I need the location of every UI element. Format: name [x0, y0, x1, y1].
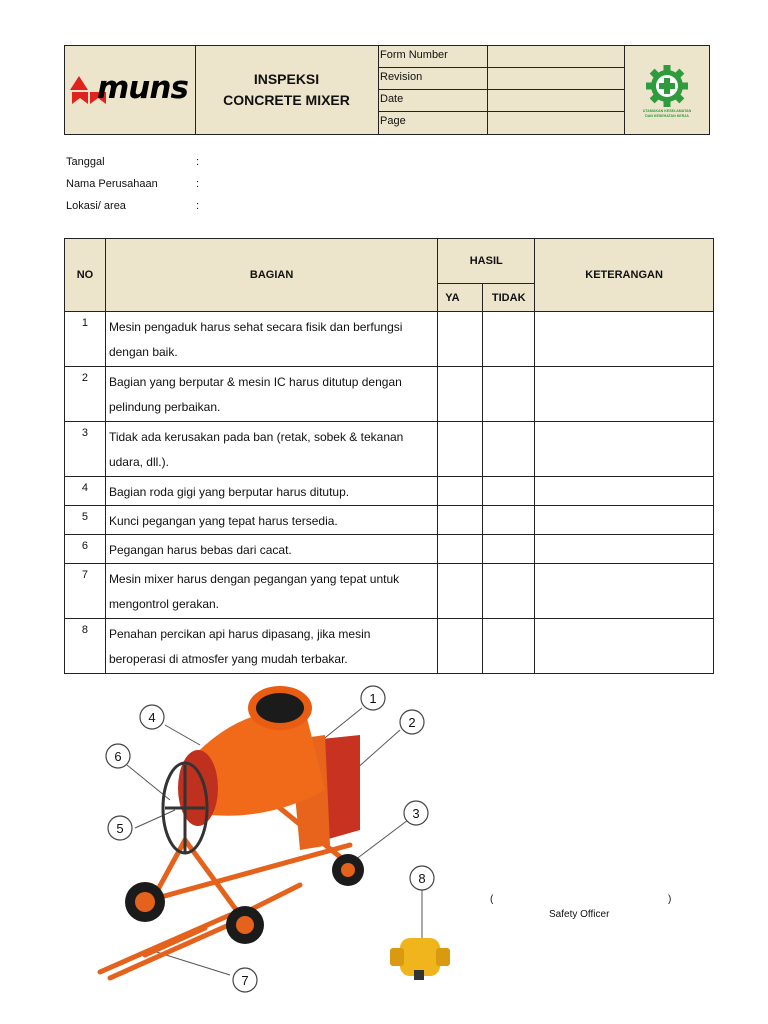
info-lokasi — [66, 200, 200, 212]
ya-cell[interactable] — [438, 564, 483, 619]
k3-safety-badge — [625, 46, 710, 134]
svg-text:4: 4 — [148, 710, 156, 725]
desc-line-1: Mesin mixer harus dengan pegangan yang tepat untuk — [108, 572, 400, 586]
k3-gear-cross-icon — [625, 46, 710, 134]
col-header-tidak: TIDAK — [483, 284, 535, 312]
meta-label: Form Number — [378, 46, 488, 67]
info-colon: : — [196, 156, 200, 168]
info-colon: : — [196, 178, 200, 190]
row-number: 1 — [65, 312, 106, 367]
form-meta-table — [378, 46, 625, 134]
callout-1 — [361, 686, 385, 710]
tidak-cell[interactable] — [483, 506, 535, 535]
desc-line-2: mengontrol gerakan. — [108, 597, 220, 611]
ya-cell[interactable] — [438, 506, 483, 535]
row-number: 6 — [65, 535, 106, 564]
table-row — [65, 312, 714, 367]
ya-cell[interactable] — [438, 477, 483, 506]
title-line-1: INSPEKSI — [253, 71, 320, 87]
row-number: 5 — [65, 506, 106, 535]
row-number: 3 — [65, 422, 106, 477]
row-description: Bagian roda gigi yang berputar harus ditutup. — [105, 477, 437, 506]
inspection-checklist-table — [64, 238, 714, 674]
info-label: Nama Perusahaan — [66, 178, 158, 190]
meta-row-form-number — [378, 46, 625, 68]
callout-4 — [140, 705, 164, 729]
callout-5 — [108, 816, 132, 840]
table-row — [65, 619, 714, 674]
form-header — [64, 45, 710, 135]
table-row — [65, 422, 714, 477]
svg-text:1: 1 — [369, 691, 377, 706]
row-description: Pegangan harus bebas dari cacat. — [105, 535, 437, 564]
keterangan-cell[interactable] — [535, 619, 714, 674]
spark-arrestor — [390, 938, 450, 980]
tidak-cell[interactable] — [483, 422, 535, 477]
ya-cell[interactable] — [438, 619, 483, 674]
col-header-ya: YA — [438, 284, 483, 312]
svg-text:5: 5 — [116, 821, 124, 836]
callout-7 — [233, 968, 257, 992]
desc-line-2: pelindung perbaikan. — [108, 400, 221, 414]
keterangan-cell[interactable] — [535, 312, 714, 367]
desc-line-1: Bagian yang berputar & mesin IC harus ditutup dengan — [108, 375, 402, 389]
svg-text:8: 8 — [418, 871, 426, 886]
handwheel — [163, 763, 207, 853]
ya-cell[interactable] — [438, 312, 483, 367]
signature-role: Safety Officer — [549, 909, 610, 920]
signature-close-paren: ) — [668, 894, 672, 905]
tidak-cell[interactable] — [483, 535, 535, 564]
info-tanggal — [66, 156, 200, 168]
info-nama-perusahaan — [66, 178, 200, 190]
desc-line-1: Mesin pengaduk harus sehat secara fisik dan berfungsi — [108, 320, 403, 334]
wheel — [226, 906, 264, 944]
meta-label: Page — [378, 112, 488, 134]
info-colon: : — [196, 200, 200, 212]
badge-text-2: DAN KESEHATAN KERJA — [645, 114, 689, 118]
wheel — [332, 854, 364, 886]
table-row — [65, 477, 714, 506]
table-row — [65, 506, 714, 535]
col-header-hasil: HASIL — [438, 239, 535, 284]
title-line-2: CONCRETE MIXER — [223, 92, 350, 108]
desc-line-2: udara, dll.). — [108, 455, 169, 469]
table-row — [65, 367, 714, 422]
ya-cell[interactable] — [438, 367, 483, 422]
row-description — [105, 422, 437, 477]
desc-line-1: Tidak ada kerusakan pada ban (retak, sobek & tekanan — [108, 430, 404, 444]
info-label: Lokasi/ area — [66, 200, 126, 212]
spark-arrestor-diagram — [380, 860, 460, 990]
signature-open-paren: ( — [490, 894, 494, 905]
form-title — [195, 46, 379, 134]
row-description: Kunci pegangan yang tepat harus tersedia. — [105, 506, 437, 535]
meta-value-field[interactable] — [488, 90, 625, 111]
row-number: 2 — [65, 367, 106, 422]
company-logo — [65, 46, 196, 134]
tidak-cell[interactable] — [483, 619, 535, 674]
svg-text:2: 2 — [408, 715, 416, 730]
col-header-keterangan: KETERANGAN — [535, 239, 714, 312]
desc-line-1: Penahan percikan api harus dipasang, jika mesin — [108, 627, 371, 641]
svg-text:6: 6 — [114, 749, 122, 764]
desc-line-2: beroperasi di atmosfer yang mudah terbakar. — [108, 652, 348, 666]
row-number: 4 — [65, 477, 106, 506]
row-description — [105, 367, 437, 422]
tidak-cell[interactable] — [483, 564, 535, 619]
ya-cell[interactable] — [438, 422, 483, 477]
tidak-cell[interactable] — [483, 477, 535, 506]
svg-text:3: 3 — [412, 806, 420, 821]
meta-value-field[interactable] — [488, 46, 625, 67]
keterangan-cell[interactable] — [535, 535, 714, 564]
meta-value-field[interactable] — [488, 112, 625, 134]
callout-6 — [106, 744, 130, 768]
keterangan-cell[interactable] — [535, 506, 714, 535]
meta-row-date — [378, 90, 625, 112]
meta-row-page — [378, 112, 625, 134]
col-header-bagian: BAGIAN — [105, 239, 437, 312]
table-row — [65, 535, 714, 564]
tidak-cell[interactable] — [483, 312, 535, 367]
ya-cell[interactable] — [438, 535, 483, 564]
row-description — [105, 564, 437, 619]
meta-value-field[interactable] — [488, 68, 625, 89]
row-description — [105, 619, 437, 674]
callout-3 — [404, 801, 428, 825]
meta-label: Date — [378, 90, 488, 111]
table-header-row — [65, 239, 714, 284]
callout-2 — [400, 710, 424, 734]
callout-8 — [410, 866, 434, 890]
info-label: Tanggal — [66, 156, 105, 168]
tidak-cell[interactable] — [483, 367, 535, 422]
badge-text-1: UTAMAKAN KESELAMATAN — [642, 109, 692, 113]
row-number: 7 — [65, 564, 106, 619]
meta-label: Revision — [378, 68, 488, 89]
keterangan-cell[interactable] — [535, 477, 714, 506]
keterangan-cell[interactable] — [535, 367, 714, 422]
table-row — [65, 564, 714, 619]
wheel — [125, 882, 165, 922]
keterangan-cell[interactable] — [535, 422, 714, 477]
row-number: 8 — [65, 619, 106, 674]
meta-row-revision — [378, 68, 625, 90]
desc-line-2: dengan baik. — [108, 345, 178, 359]
logo-text: muns — [97, 70, 188, 106]
row-description — [105, 312, 437, 367]
svg-text:7: 7 — [241, 973, 249, 988]
col-header-no: NO — [65, 239, 106, 312]
keterangan-cell[interactable] — [535, 564, 714, 619]
